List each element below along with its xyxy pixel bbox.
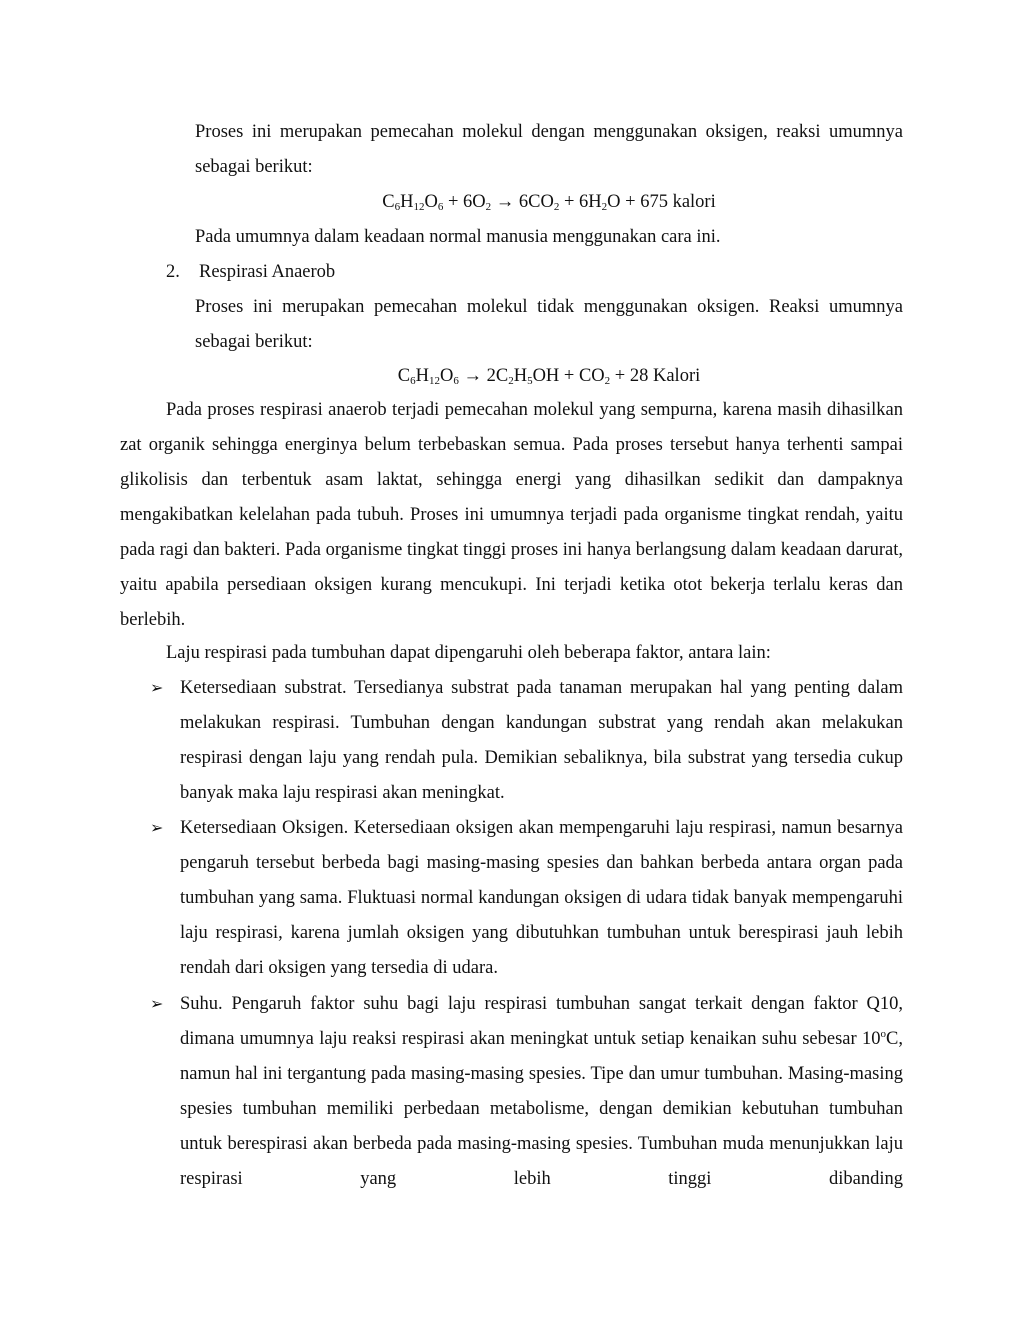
bullet-text: Ketersediaan Oksigen. Ketersediaan oksigen akan mempengaruhi laju respirasi, namun besarnya pengaruh tersebut berbeda bagi masing-masing spesies dan bahkan berbeda antara organ pada tumbuhan yang sama. Fluktuasi normal kandungan oksigen di udara tidak banyak mempengaruhi laju respirasi, karena jumlah oksigen yang dibutuhkan tumbuhan untuk berespirasi jauh lebih rendah dari oksigen yang tersedia di udara. (180, 818, 903, 978)
arrowhead-bullet-icon: ➢ (150, 820, 164, 837)
bullet-text: Suhu. Pengaruh faktor suhu bagi laju respirasi tumbuhan sangat terkait dengan faktor Q10, dimana umumnya laju reaksi respirasi akan meningkat untuk setiap kenaikan suhu sebesar 10$^o$C, namun hal ini tergantung pada masing-masing spesies. Tipe dan umur tumbuhan. Masing-masing spesies tumbuhan memiliki perbedaan metabolisme, dengan demikian kebutuhan tumbuhan untuk berespirasi akan berbeda pada masing-masing spesies. Tumbuhan muda menunjukkan laju respirasi yang lebih tinggi dibanding (180, 994, 903, 1189)
aerob-equation: $C_6H_{12}O_6 + 6O_2 \to 6CO_2 + 6H_2O + 675$ kalori (382, 192, 716, 213)
section-heading-anaerob: Respirasi Anaerob (199, 262, 336, 282)
aerob-description: Proses ini merupakan pemecahan molekul dengan menggunakan oksigen, reaksi umumnya sebagai berikut: (195, 122, 903, 177)
arrowhead-bullet-icon: ➢ (150, 996, 164, 1013)
list-number: 2. (166, 262, 180, 282)
anaerob-paragraph: Pada proses respirasi anaerob terjadi pemecahan molekul yang sempurna, karena masih dihasilkan zat organik sehingga energinya belum terbebaskan semua. Pada proses tersebut hanya terhenti sampai glikolisis dan terbentuk asam laktat, sehingga energi yang dihasilkan sedikit dan dampaknya mengakibatkan kelelahan pada tubuh. Proses ini umumnya terjadi pada organisme tingkat rendah, yaitu pada ragi dan bakteri. Pada organisme tingkat tinggi proses ini hanya berlangsung dalam keadaan darurat, yaitu apabila persediaan oksigen kurang mencukupi. Ini terjadi ketika otot bekerja terlalu keras dan berlebih. (120, 400, 903, 630)
bullet-text: Ketersediaan substrat. Tersedianya substrat pada tanaman merupakan hal yang penting dalam melakukan respirasi. Tumbuhan dengan kandungan substrat yang rendah akan melakukan respirasi dengan laju yang rendah pula. Demikian sebaliknya, bila substrat yang tersedia cukup banyak maka laju respirasi akan meningkat. (180, 678, 903, 803)
anaerob-description: Proses ini merupakan pemecahan molekul tidak menggunakan oksigen. Reaksi umumnya sebagai berikut: (195, 297, 903, 352)
aerob-note: Pada umumnya dalam keadaan normal manusia menggunakan cara ini. (195, 227, 721, 247)
anaerob-equation: $C_6H_{12}O_6 \to 2C_2H_5OH + CO_2 + 28$ Kalori (397, 366, 701, 387)
factors-intro: Laju respirasi pada tumbuhan dapat dipengaruhi oleh beberapa faktor, antara lain: (166, 643, 771, 663)
arrowhead-bullet-icon: ➢ (150, 680, 164, 697)
